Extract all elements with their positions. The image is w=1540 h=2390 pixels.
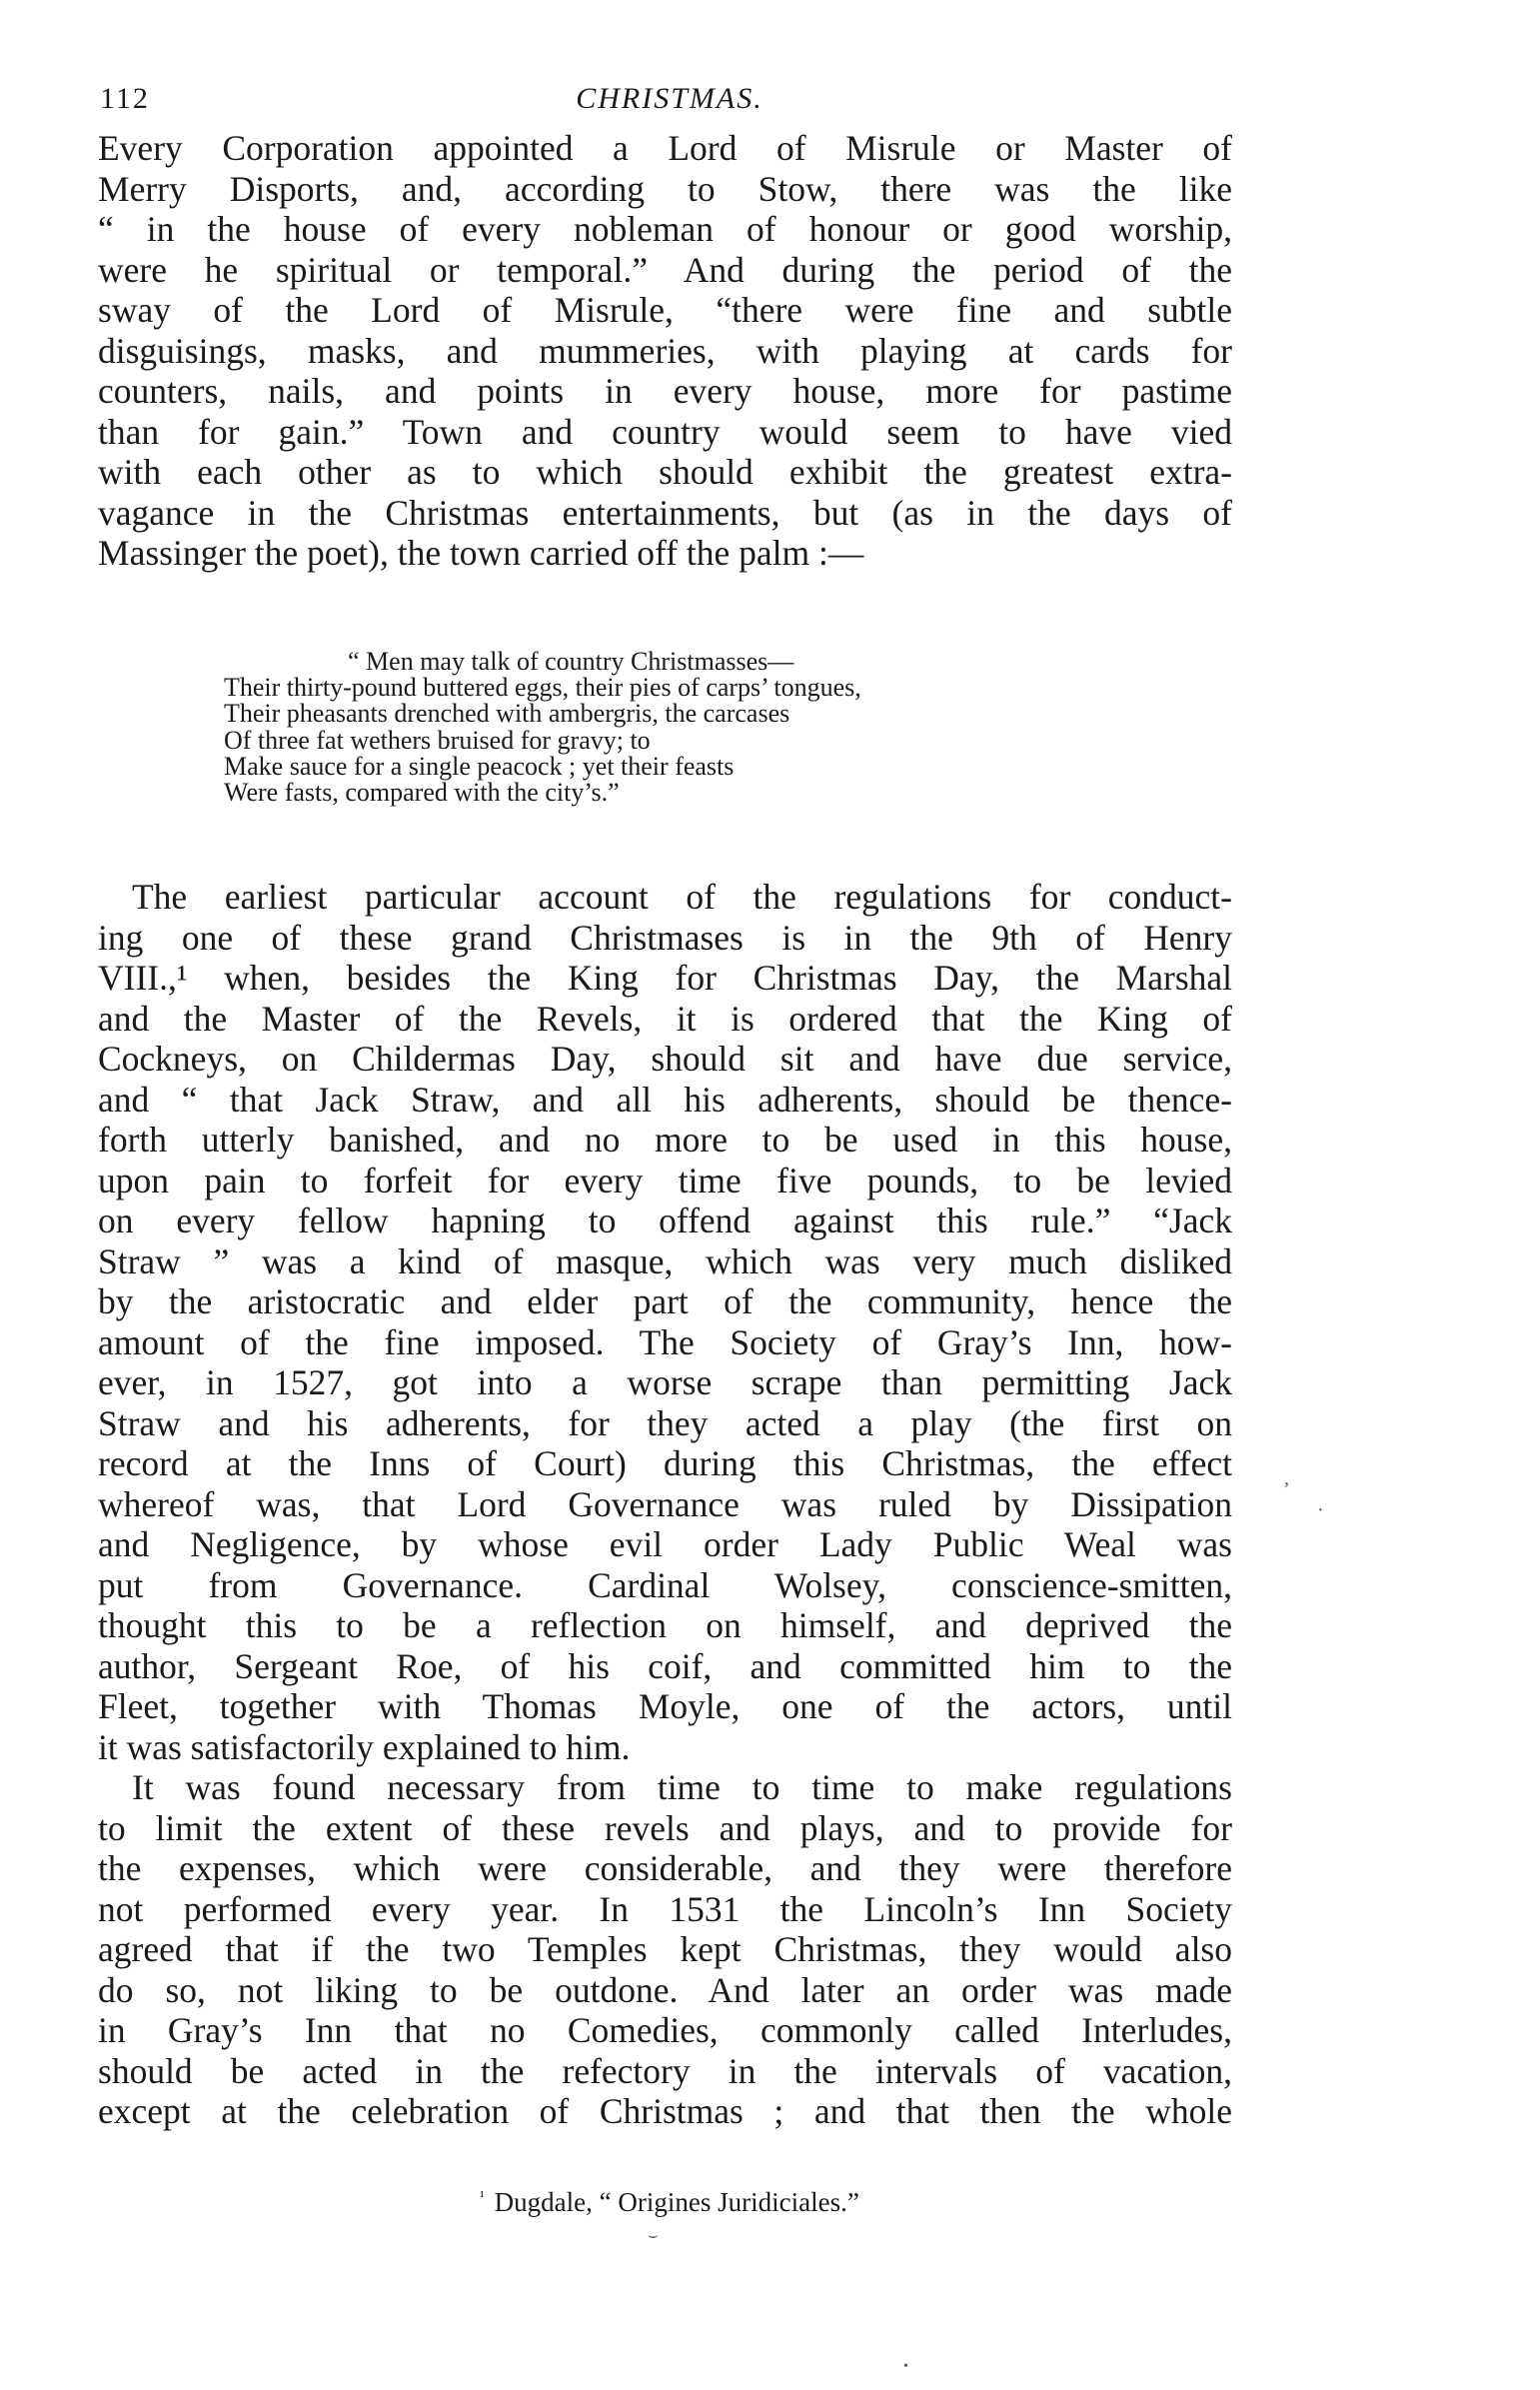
text-line: Massinger the poet), the town carried off the palm :— xyxy=(98,533,864,573)
text-line: amount of the fine imposed. The Society of Gray’s Inn, how- xyxy=(98,1321,1232,1362)
text-line: and Negligence, by whose evil order Lady Public Weal was xyxy=(98,1524,1232,1564)
text-line: sway of the Lord of Misrule, “there were fine and subtle xyxy=(98,290,1232,330)
footnote-text: Dugdale, “ Origines Juridiciales.” xyxy=(494,2187,859,2217)
text-line: whereof was, that Lord Governance was ruled by Dissipation xyxy=(98,1483,1232,1524)
text-line: It was found necessary from time to time to make regulations xyxy=(132,1767,1232,1807)
text-line: except at the celebration of Christmas ; and that then the whole xyxy=(98,2091,1232,2131)
text-line: Cockneys, on Childermas Day, should sit and have due service, xyxy=(98,1039,1232,1079)
verse-line: Their pheasants drenched with ambergris, the carcases xyxy=(224,699,790,729)
verse-line: Their thirty-pound buttered eggs, their pies of carps’ tongues, xyxy=(224,673,861,703)
text-line: should be acted in the refectory in the intervals of vacation, xyxy=(98,2050,1232,2091)
text-line: agreed that if the two Temples kept Christmas, they would also xyxy=(98,1929,1232,1969)
text-line: ing one of these grand Christmases is in the 9th of Henry xyxy=(98,917,1232,958)
text-line: Merry Disports, and, according to Stow, there was the like xyxy=(98,168,1232,209)
text-line: with each other as to which should exhibit the greatest extra- xyxy=(98,452,1232,492)
text-line: Straw ” was a kind of masque, which was very much disliked xyxy=(98,1240,1232,1281)
text-line: on every fellow hapning to offend against this rule.” “Jack xyxy=(98,1200,1232,1240)
text-line: “ in the house of every nobleman of honour or good worship, xyxy=(98,209,1232,249)
verse-quotation xyxy=(224,649,1123,806)
text-line: in Gray’s Inn that no Comedies, commonly called Interludes, xyxy=(98,2010,1232,2050)
text-line: not performed every year. In 1531 the Lincoln’s Inn Society xyxy=(98,1888,1232,1929)
text-line: upon pain to forfeit for every time five pounds, to be levied xyxy=(98,1160,1232,1200)
verse-line: Were fasts, compared with the city’s.” xyxy=(224,777,620,807)
text-line: Fleet, together with Thomas Moyle, one of the actors, until xyxy=(98,1686,1232,1726)
page-header xyxy=(100,82,1239,122)
text-line: put from Governance. Cardinal Wolsey, conscience-smitten, xyxy=(98,1564,1232,1605)
text-line: record at the Inns of Court) during this Christmas, the effect xyxy=(98,1443,1232,1483)
stray-dot-icon: • xyxy=(903,2359,908,2374)
text-line: the expenses, which were considerable, and they were therefore xyxy=(98,1848,1232,1888)
text-line: author, Sergeant Roe, of his coif, and committed him to the xyxy=(98,1645,1232,1686)
verse-line: Of three fat wethers bruised for gravy; to xyxy=(224,725,651,755)
paragraph-1 xyxy=(98,128,1232,574)
text-line: and the Master of the Revels, it is ordered that the King of xyxy=(98,998,1232,1039)
text-line: forth utterly banished, and no more to be used in this house, xyxy=(98,1120,1232,1160)
text-line: and “ that Jack Straw, and all his adherents, should be thence- xyxy=(98,1079,1232,1120)
stray-dot-icon: · xyxy=(1317,1499,1324,1521)
text-line: thought this to be a reflection on himself, and deprived the xyxy=(98,1605,1232,1645)
verse-line: “ Men may talk of country Christmasses— xyxy=(348,647,794,676)
footnote-marker: ¹ xyxy=(480,2189,485,2205)
text-line: Every Corporation appointed a Lord of Misrule or Master of xyxy=(98,128,1232,168)
text-line: it was satisfactorily explained to him. xyxy=(98,1726,631,1767)
text-line: VIII.,¹ when, besides the King for Christmas Day, the Marshal xyxy=(98,958,1232,998)
text-line: disguisings, masks, and mummeries, with playing at cards for xyxy=(98,330,1232,371)
text-line: vagance in the Christmas entertainments, but (as in the days of xyxy=(98,492,1232,533)
text-line: to limit the extent of these revels and plays, and to provide for xyxy=(98,1807,1232,1848)
stray-mark-icon: ⌣ xyxy=(648,2227,659,2244)
verse-line: Make sauce for a single peacock ; yet their feasts xyxy=(224,751,735,781)
page-number: 112 xyxy=(100,82,150,115)
text-line: Straw and his adherents, for they acted a play (the first on xyxy=(98,1402,1232,1443)
text-line: ever, in 1527, got into a worse scrape than permitting Jack xyxy=(98,1362,1232,1402)
running-title: CHRISTMAS. xyxy=(576,82,764,115)
paragraph-2 xyxy=(98,877,1232,1767)
text-line: counters, nails, and points in every house, more for pastime xyxy=(98,371,1232,411)
text-line: by the aristocratic and elder part of the community, hence the xyxy=(98,1281,1232,1321)
stray-mark-icon: , xyxy=(1284,1467,1289,1489)
footnote xyxy=(100,2181,1239,2218)
text-line: than for gain.” Town and country would seem to have vied xyxy=(98,411,1232,452)
text-line: were he spiritual or temporal.” And during the period of the xyxy=(98,249,1232,290)
text-line: do so, not liking to be outdone. And later an order was made xyxy=(98,1969,1232,2010)
text-line: The earliest particular account of the regulations for conduct- xyxy=(132,877,1232,917)
paragraph-3 xyxy=(98,1767,1232,2132)
